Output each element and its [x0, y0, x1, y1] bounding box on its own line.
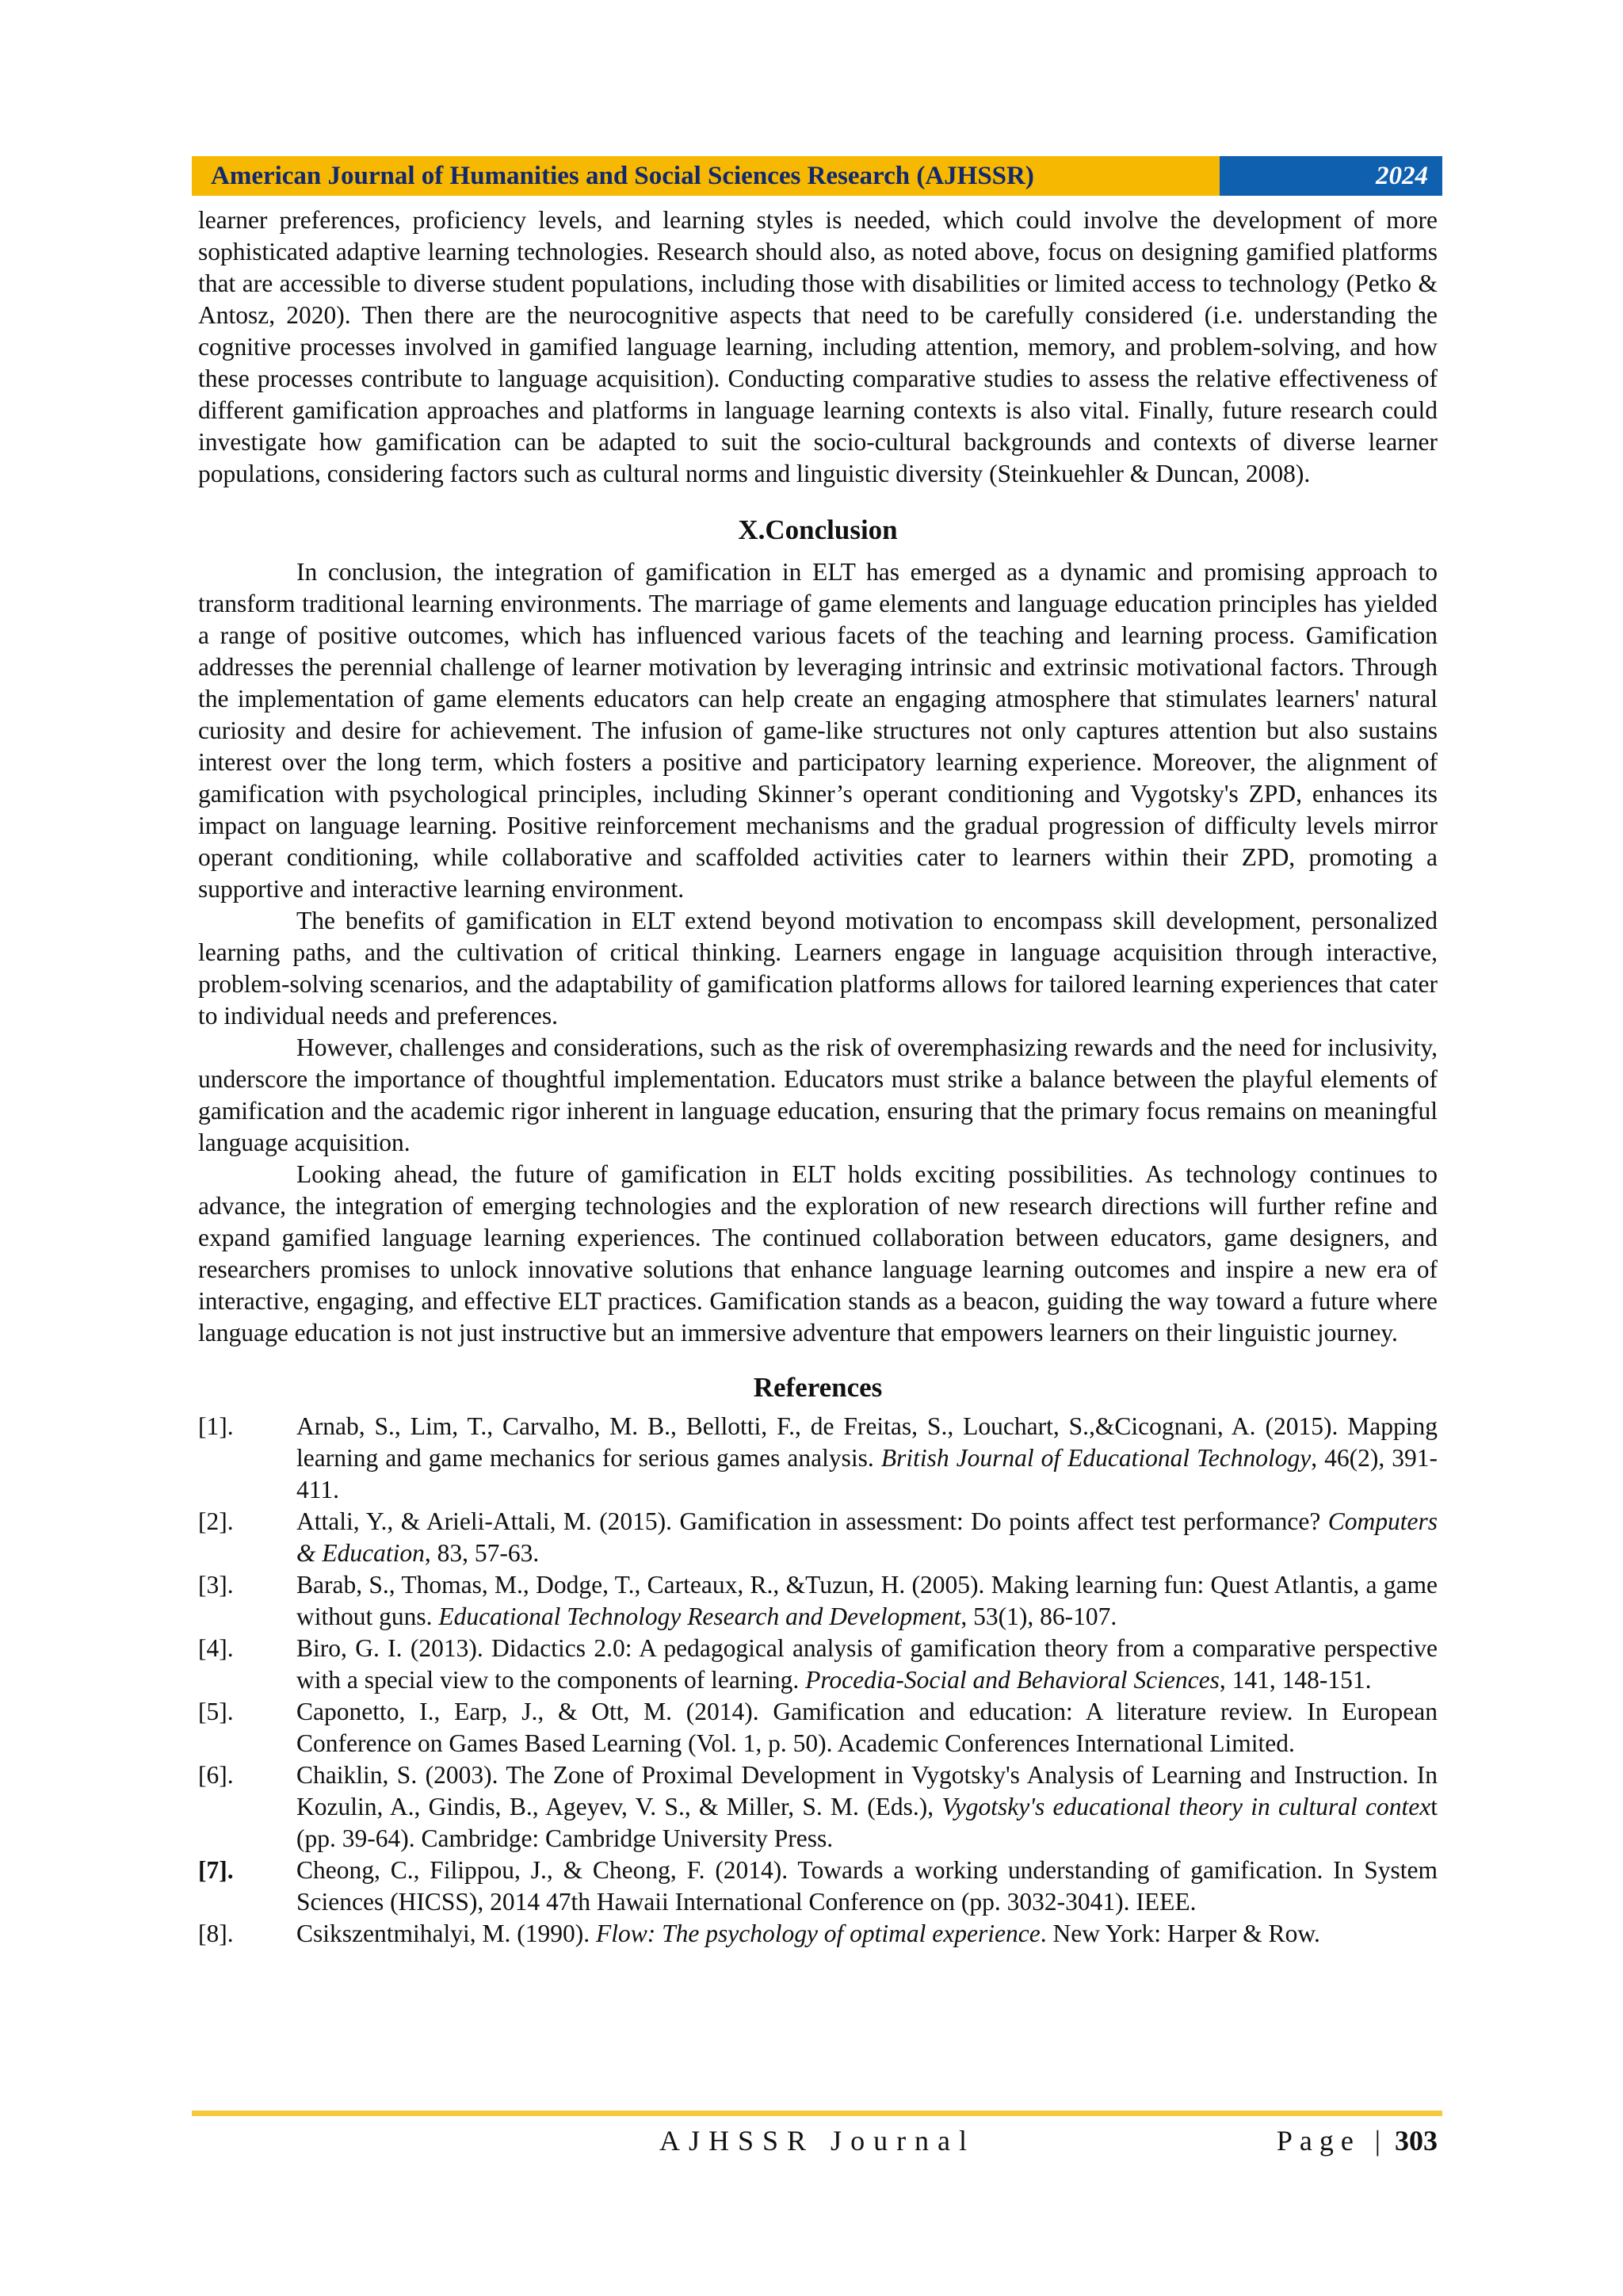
footer-divider [192, 2111, 1442, 2116]
reference-text: Arnab, S., Lim, T., Carvalho, M. B., Bellotti, F., de Freitas, S., Louchart, S.,&Cicognani, A. (2015). Mapping learning and game mechanics for serious games analysis. British Journal of Educational Technology, 46(2), 391-411. [296, 1412, 1438, 1503]
reference-source: Vygotsky's educational theory in cultural contex [941, 1793, 1431, 1820]
reference-text: Chaiklin, S. (2003). The Zone of Proximal Development in Vygotsky's Analysis of Learning and Instruction. In Kozulin, A., Gindis, B., Ageyev, V. S., & Miller, S. M. (Eds.), Vygotsky's educational theory in cultural context (pp. 39-64). Cambridge: Cambridge University Press. [296, 1761, 1438, 1852]
reference-text: Attali, Y., & Arieli-Attali, M. (2015). Gamification in assessment: Do points affect test performance? Computers & Education, 83, 57-63. [296, 1507, 1438, 1567]
reference-number: [6]. [198, 1761, 234, 1789]
intro-paragraph: learner preferences, proficiency levels, and learning styles is needed, which could involve the development of more sophisticated adaptive learning technologies. Research should also, as noted above, focus on designing gamified platforms that are accessible to diverse student populations, including those with disabilities or limited access to technology (Petko & Antosz, 2020). Then there are the neurocognitive aspects that need to be carefully considered (i.e. understanding the cognitive processes involved in gamified language learning, including attention, memory, and problem-solving, and how these processes contribute to language acquisition). Conducting comparative studies to assess the relative effectiveness of different gamification approaches and platforms in language learning contexts is also vital. Finally, future research could investigate how gamification can be adapted to suit the socio-cultural backgrounds and contexts of diverse learner populations, considering factors such as cultural norms and linguistic diversity (Steinkuehler & Duncan, 2008). [198, 206, 1438, 487]
conclusion-paragraph: However, challenges and considerations, such as the risk of overemphasizing rewards and the need for inclusivity, underscore the importance of thoughtful implementation. Educators must strike a balance between the playful elements of gamification and the academic rigor inherent in language education, ensuring that the primary focus remains on meaningful language acquisition. [198, 1033, 1438, 1156]
header-journal-title: American Journal of Humanities and Social Sciences Research (AJHSSR) [192, 156, 1220, 196]
reference-item [198, 1506, 1438, 1569]
reference-item [198, 1759, 1438, 1855]
reference-item [198, 1633, 1438, 1696]
page-number-block [1277, 2121, 1438, 2160]
reference-number: [8]. [198, 1920, 234, 1947]
reference-source: Procedia-Social and Behavioral Sciences [805, 1666, 1220, 1694]
reference-number: [1]. [198, 1412, 234, 1440]
conclusion-paragraph: The benefits of gamification in ELT extend beyond motivation to encompass skill development, personalized learning paths, and the cultivation of critical thinking. Learners engage in language acquisition through interactive, problem-solving scenarios, and the adaptability of gamification platforms allows for tailored learning experiences that cater to individual needs and preferences. [198, 907, 1438, 1030]
reference-source: Educational Technology Research and Development [438, 1603, 961, 1630]
reference-item [198, 1569, 1438, 1633]
reference-text: Caponetto, I., Earp, J., & Ott, M. (2014). Gamification and education: A literature review. In European Conference on Games Based Learning (Vol. 1, p. 50). Academic Conferences International Limited. [296, 1698, 1438, 1757]
reference-text: Biro, G. I. (2013). Didactics 2.0: A pedagogical analysis of gamification theory from a comparative perspective with a special view to the components of learning. Procedia-Social and Behavioral Sciences, 141, 148-151. [296, 1634, 1438, 1694]
page-number: 303 [1395, 2125, 1438, 2157]
reference-item [198, 1696, 1438, 1759]
conclusion-paragraph: In conclusion, the integration of gamification in ELT has emerged as a dynamic and promising approach to transform traditional learning environments. The marriage of game elements and language education principles has yielded a range of positive outcomes, which has influenced various facets of the teaching and learning process. Gamification addresses the perennial challenge of learner motivation by leveraging intrinsic and extrinsic motivational factors. Through the implementation of game elements educators can help create an engaging atmosphere that stimulates learners' natural curiosity and desire for achievement. The infusion of game-like structures not only captures attention but also sustains interest over the long term, which fosters a positive and participatory learning experience. Moreover, the alignment of gamification with psychological principles, including Skinner’s operant conditioning and Vygotsky's ZPD, enhances its impact on language learning. Positive reinforcement mechanisms and the gradual progression of difficulty levels mirror operant conditioning, while collaborative and scaffolded activities cater to learners within their ZPD, promoting a supportive and interactive learning environment. [198, 558, 1438, 903]
conclusion-paragraph: Looking ahead, the future of gamification in ELT holds exciting possibilities. As technology continues to advance, the integration of emerging technologies and the exploration of new research directions will further refine and expand gamified language learning experiences. The continued collaboration between educators, game designers, and researchers promises to unlock innovative solutions that enhance language learning outcomes and inspire a new era of interactive, engaging, and effective ELT practices. Gamification stands as a beacon, guiding the way toward a future where language education is not just instructive but an immersive adventure that empowers learners on their linguistic journey. [198, 1160, 1438, 1347]
reference-text: Csikszentmihalyi, M. (1990). Flow: The psychology of optimal experience. New York: Harper & Row. [296, 1920, 1320, 1947]
reference-text: Barab, S., Thomas, M., Dodge, T., Carteaux, R., &Tuzun, H. (2005). Making learning fun: Quest Atlantis, a game without guns. Educational Technology Research and Development, 53(1), 86-107. [296, 1571, 1438, 1630]
page-label: Page | [1276, 2125, 1388, 2157]
reference-number: [4]. [198, 1634, 234, 1662]
reference-item [198, 1918, 1438, 1950]
reference-number: [3]. [198, 1571, 234, 1599]
reference-source: Flow: The psychology of optimal experience [595, 1920, 1041, 1947]
reference-source: Computers & Education [296, 1507, 1438, 1567]
conclusion-heading: X.Conclusion [738, 514, 898, 545]
reference-source: British Journal of Educational Technology [880, 1444, 1312, 1472]
page-footer [192, 2121, 1438, 2160]
reference-item [198, 1855, 1438, 1918]
reference-number: [2]. [198, 1507, 234, 1535]
header-year: 2024 [1220, 156, 1442, 196]
footer-journal-name: AJHSSR Journal [659, 2125, 976, 2157]
reference-number: [7]. [198, 1856, 234, 1884]
references-heading: References [753, 1372, 883, 1403]
reference-number: [5]. [198, 1698, 234, 1725]
page-content [198, 204, 1438, 1950]
reference-text: Cheong, C., Filippou, J., & Cheong, F. (2014). Towards a working understanding of gamification. In System Sciences (HICSS), 2014 47th Hawaii International Conference on (pp. 3032-3041). IEEE. [296, 1856, 1438, 1916]
journal-header [192, 156, 1442, 196]
reference-item [198, 1411, 1438, 1506]
